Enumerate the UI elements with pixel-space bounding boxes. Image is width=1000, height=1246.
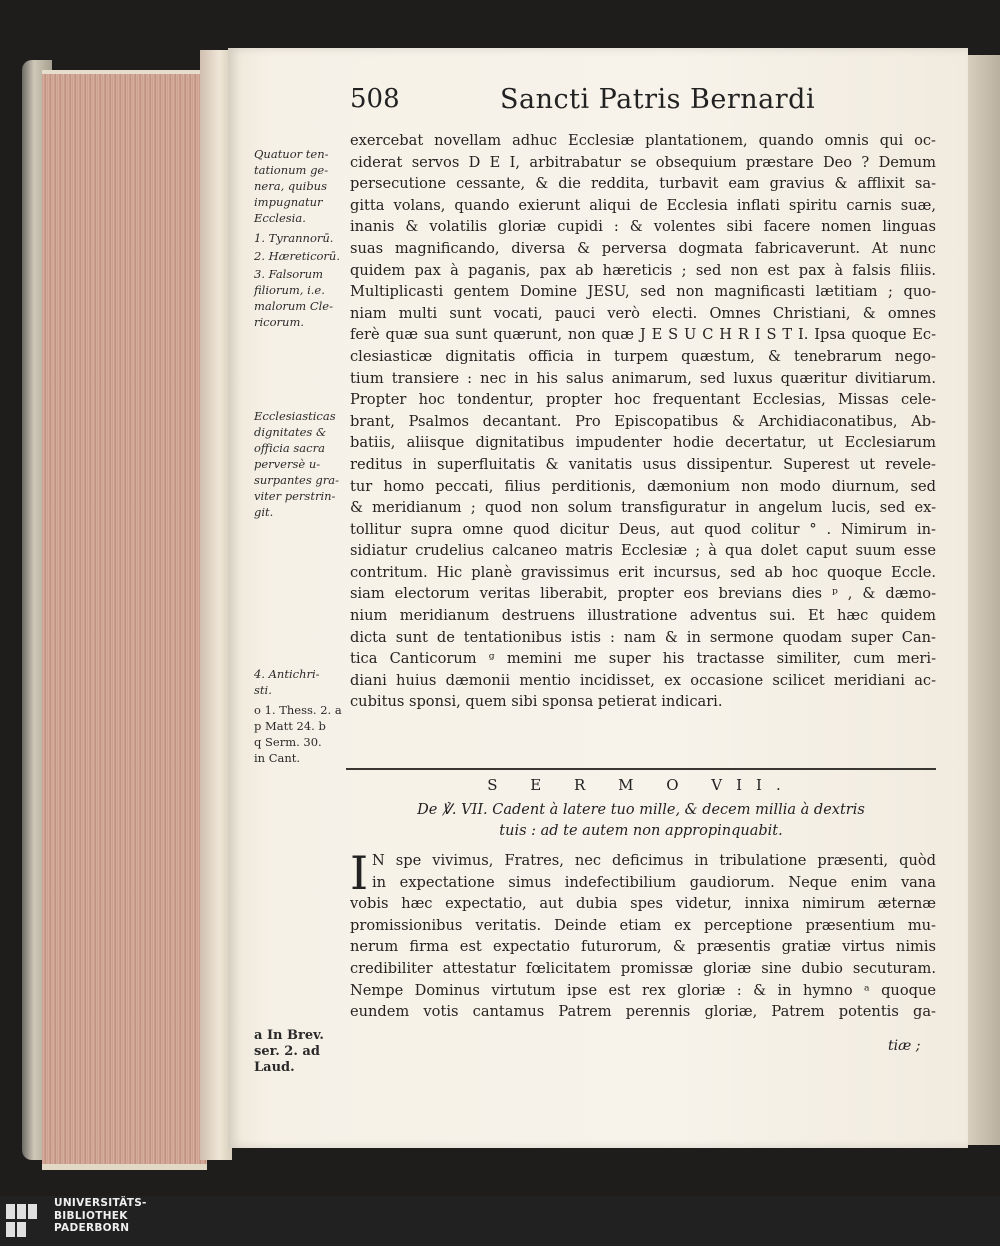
text-line: ciderat servos D E I, arbitrabatur se obsequium præstare Deo ? Demum (350, 153, 936, 171)
margin-note: 1. Tyrannorū. (254, 231, 334, 245)
text-line: ferè quæ sua sunt quærunt, non quæ J E S U C H R I S T I. Ipsa quoque Ec- (350, 326, 936, 344)
margin-note: o 1. Thess. 2. a p Matt 24. b q Serm. 30. in Cant. (254, 703, 342, 765)
library-name-line: UNIVERSITÄTS- (54, 1197, 147, 1209)
text-line: brant, Psalmos decantant. Pro Episcopatibus & Archidiaconatibus, Ab- (350, 412, 936, 430)
verse-title (346, 800, 936, 842)
text-line: in expectatione simus indefectibilium gaudiorum. Neque enim vana (372, 873, 936, 891)
text-line: N spe vivimus, Fratres, nec deficimus in tribulatione præsenti, quòd (372, 852, 936, 869)
text-line: dicta sunt de tentationibus istis : nam & in sermone quodam super Can- (350, 628, 936, 646)
body-text (350, 130, 936, 713)
text-line: credibiliter attestatur fœlicitatem promissæ gloriæ sine dubio secuturam. (350, 959, 936, 977)
text-line: reditus in superfluitatis & vanitatis usus dissipentur. Superest ut revele- (350, 455, 936, 473)
text-line: exercebat novellam adhuc Ecclesiæ plantationem, quando omnis qui oc- (350, 132, 936, 149)
margin-note: 2. Hæreticorū. (254, 249, 340, 263)
text-line: Propter hoc tondentur, propter hoc frequentant Ecclesias, Missas cele- (350, 391, 936, 409)
text-line: diani huius dæmonii mentio incidisset, ex occasione scilicet meridiani ac- (350, 671, 936, 689)
page-edges (42, 70, 207, 1170)
library-logo-icon (6, 1204, 46, 1238)
text-line: & meridianum ; quod non solum transfiguratur in angelum lucis, sed ex- (350, 499, 936, 517)
catchword: tiæ ; (888, 1038, 921, 1054)
sermon-heading: S E R M O VII. (487, 776, 795, 794)
margin-note: 4. Antichri- sti. (254, 667, 320, 697)
drop-cap: I (350, 846, 369, 900)
text-line: persecutione cessante, & die reddita, turbavit eam gravius & afflixit sa- (350, 175, 936, 193)
running-title: Sancti Patris Bernardi (500, 84, 816, 115)
margin-note: Quatuor ten- tationum ge- nera, quibus impugnatur Ecclesia. (254, 147, 329, 225)
text-line: cubitus sponsi, quem sibi sponsa petierat indicari. (350, 693, 723, 711)
verse-title-line: De ℣. VII. Cadent à latere tuo mille, & decem millia à dextris (417, 802, 865, 818)
text-line: sidiatur crudelius calcaneo matris Ecclesiæ ; à qua dolet caput suum esse (350, 542, 936, 560)
margin-note: a In Brev. ser. 2. ad Laud. (254, 1028, 324, 1075)
library-name-line: PADERBORN (54, 1222, 130, 1234)
text-line: vobis hæc expectatio, aut dubia spes videtur, innixa nimirum æternæ (350, 895, 936, 913)
text-line: tur homo peccati, filius perditionis, dæmonium non modo diurnum, sed (350, 477, 936, 495)
book-page (228, 48, 968, 1148)
text-line: Multiplicasti gentem Domine JESU, sed non magnificasti lætitiam ; quo- (350, 283, 936, 301)
text-line: tium transiere : nec in his salus animarum, sed luxus quæritur divitiarum. (350, 369, 936, 387)
margin-note: Ecclesiasticas dignitates & officia sacra perversè u- surpantes gra- viter perstrin- git. (254, 409, 340, 519)
text-line: siam electorum veritas liberabit, propter eos brevians dies ᵖ , & dæmo- (350, 585, 936, 603)
text-line: gitta volans, quando exierunt aliqui de Ecclesia inflati spiritu carnis suæ, (350, 196, 936, 214)
library-name (54, 1197, 147, 1235)
right-page-edge (966, 55, 1000, 1145)
sermon-text (350, 846, 936, 1023)
section-rule (346, 768, 936, 770)
text-line: contritum. Hic planè gravissimus erit incursus, sed ab hoc quoque Eccle. (350, 563, 936, 581)
text-line: eundem votis cantamus Patrem perennis gloriæ, Patrem potentis ga- (350, 1003, 936, 1021)
text-line: batiis, aliisque dignitatibus impudenter hodie decertatur, ut Ecclesiarum (350, 434, 936, 452)
text-line: promissionibus veritatis. Deinde etiam ex perceptione præsentium mu- (350, 916, 936, 934)
text-line: tollitur supra omne quod dicitur Deus, aut quod colitur ° . Nimirum in- (350, 520, 936, 538)
text-line: tica Canticorum ᵍ memini me super his tractasse similiter, cum meri- (350, 650, 936, 668)
page-header (350, 84, 950, 124)
text-line: nium meridianum destruens illustratione adventus sui. Et hæc quidem (350, 607, 936, 625)
text-line: clesiasticæ dignitatis officia in turpem quæstum, & tenebrarum nego- (350, 347, 936, 365)
text-line: Nempe Dominus virtutum ipse est rex gloriæ : & in hymno ᵃ quoque (350, 981, 936, 999)
page-number: 508 (350, 84, 400, 114)
text-line: suas magnificando, diversa & perversa dogmata fabricaverunt. At nunc (350, 239, 936, 257)
library-name-line: BIBLIOTHEK (54, 1209, 128, 1222)
text-line: niam multi sunt vocati, pauci verò electi. Omnes Christiani, & omnes (350, 304, 936, 322)
library-footer (0, 1196, 1000, 1246)
margin-note: 3. Falsorum filiorum, i.e. malorum Cle- ricorum. (254, 267, 333, 329)
text-line: quidem pax à paganis, pax ab hæreticis ; sed non est pax à falsis filiis. (350, 261, 936, 279)
text-line: nerum firma est expectatio futurorum, & præsentis gratiæ virtus nimis (350, 938, 936, 956)
verse-title-line: tuis : ad te autem non appropinquabit. (499, 823, 783, 839)
text-line: inanis & volatilis gloriæ cupidi : & volentes sibi facere nomen linguas (350, 218, 936, 236)
